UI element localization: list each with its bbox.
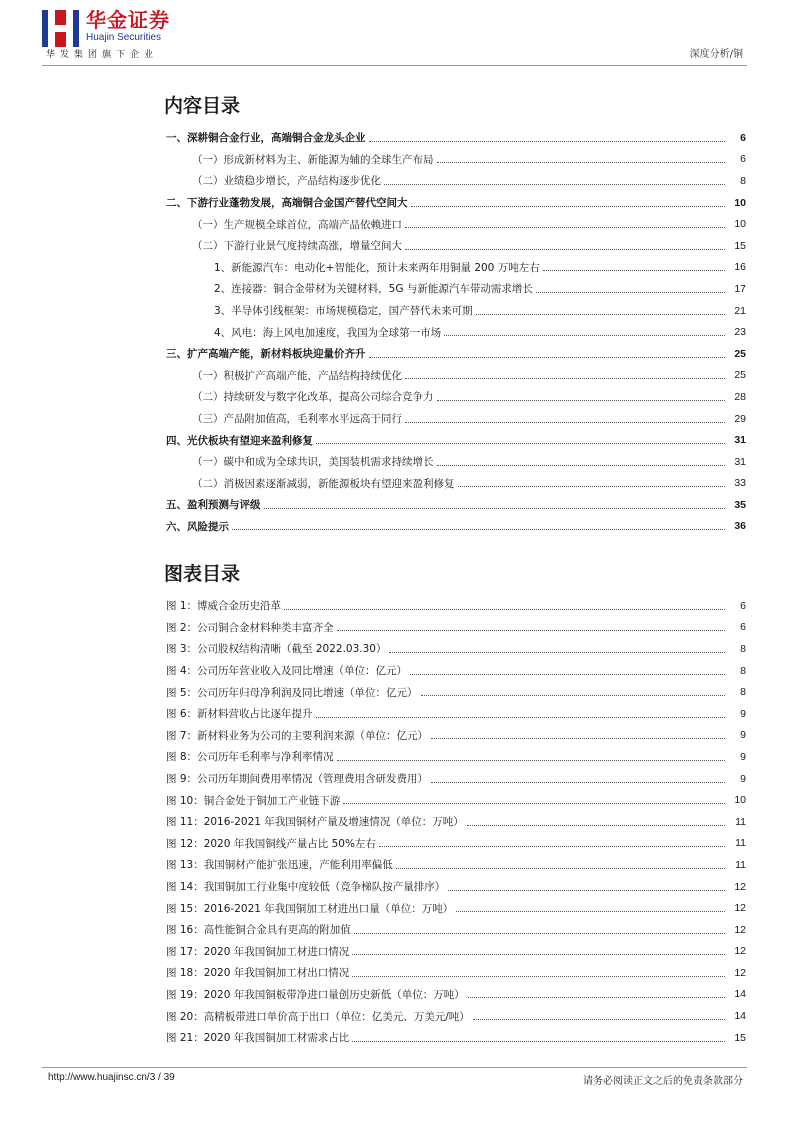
figure-entry-page: 11 (735, 858, 746, 871)
dot-leader (232, 529, 725, 530)
toc-entry-label: 4、风电：海上风电加速度，我国为全球第一市场 (214, 326, 442, 339)
dot-leader (369, 141, 726, 142)
figure-entry-label: 图 3：公司股权结构清晰（截至 2022.03.30） (166, 643, 387, 656)
figure-entry-label: 图 17：2020 年我国铜加工材进口情况 (166, 945, 350, 958)
toc-entry-page: 10 (734, 218, 746, 231)
toc-entry-label: 3、半导体引线框架：市场规模稳定，国产替代未来可期 (214, 305, 473, 318)
toc-entry-label: 二、下游行业蓬勃发展，高端铜合金国产替代空间大 (166, 197, 408, 210)
dot-leader (431, 782, 725, 783)
figure-entry-page: 12 (734, 945, 746, 958)
dot-leader (456, 911, 725, 912)
header-divider (42, 65, 747, 66)
dot-leader (337, 630, 725, 631)
figure-entry[interactable] (166, 854, 746, 876)
dot-leader (352, 1041, 725, 1042)
toc-entry-page: 10 (734, 196, 746, 209)
toc-entry[interactable] (166, 343, 746, 365)
figure-entry-label: 图 19：2020 年我国铜板带净进口量创历史新低（单位：万吨） (166, 988, 465, 1001)
toc-entry[interactable] (166, 429, 746, 451)
figure-entry-label: 图 6：新材料营收占比逐年提升 (166, 708, 313, 721)
dot-leader (316, 717, 725, 718)
figure-entry-label: 图 20：高精板带进口单价高于出口（单位：亿美元、万美元/吨） (166, 1010, 470, 1023)
toc-entry-page: 28 (734, 390, 746, 403)
toc-entry[interactable] (166, 451, 746, 473)
toc-entry-label: 2、连接器：铜合金带材为关键材料，5G 与新能源汽车带动需求增长 (214, 283, 533, 296)
dot-leader (405, 227, 725, 228)
toc-list (166, 127, 746, 537)
dot-leader (405, 249, 725, 250)
toc-entry-page: 6 (740, 153, 746, 166)
figure-entry[interactable] (166, 1005, 746, 1027)
toc-entry-page: 31 (734, 455, 746, 468)
dot-leader (437, 465, 726, 466)
toc-entry-label: （二）持续研发与数字化改革，提高公司综合竞争力 (192, 391, 434, 404)
toc-entry[interactable] (166, 170, 746, 192)
figure-entry[interactable] (166, 876, 746, 898)
figure-entry[interactable] (166, 595, 746, 617)
figure-entry-label: 图 16：高性能铜合金具有更高的附加值 (166, 924, 351, 937)
dot-leader (384, 184, 725, 185)
figure-entry[interactable] (166, 660, 746, 682)
figure-entry-label: 图 14：我国铜加工行业集中度较低（竞争梯队按产量排序） (166, 881, 446, 894)
figure-entry[interactable] (166, 897, 746, 919)
figure-entry-page: 11 (735, 837, 746, 850)
dot-leader (411, 206, 726, 207)
dot-leader (536, 292, 725, 293)
toc-entry-page: 31 (734, 434, 746, 447)
figure-entry[interactable] (166, 725, 746, 747)
dot-leader (405, 422, 725, 423)
figure-entry-page: 12 (734, 880, 746, 893)
brand-name-en: Huajin Securities (86, 32, 162, 43)
figure-list-title: 图表目录 (164, 563, 241, 585)
toc-entry-page: 23 (734, 326, 746, 339)
figure-entry-label: 图 8：公司历年毛利率与净利率情况 (166, 751, 334, 764)
figure-entry-label: 图 1：博威合金历史沿革 (166, 600, 282, 613)
huajin-logo-icon (42, 10, 79, 47)
figure-entry-page: 8 (740, 686, 746, 699)
toc-entry-page: 25 (734, 369, 746, 382)
dot-leader (352, 954, 725, 955)
figure-entry-page: 10 (734, 794, 746, 807)
dot-leader (284, 609, 725, 610)
toc-entry[interactable] (166, 278, 746, 300)
toc-entry-page: 17 (734, 282, 746, 295)
toc-entry-page: 6 (740, 131, 746, 144)
figure-entry-page: 9 (740, 729, 746, 742)
figure-entry-label: 图 7：新材料业务为公司的主要利润来源（单位：亿元） (166, 729, 429, 742)
figure-entry-label: 图 9：公司历年期间费用率情况（管理费用含研发费用） (166, 773, 429, 786)
dot-leader (444, 335, 725, 336)
dot-leader (352, 976, 725, 977)
figure-entry-label: 图 15：2016-2021 年我国铜加工材进出口量（单位：万吨） (166, 902, 454, 915)
dot-leader (473, 1019, 725, 1020)
toc-entry-label: 一、深耕铜合金行业，高端铜合金龙头企业 (166, 132, 366, 145)
figure-entry[interactable] (166, 768, 746, 790)
figure-entry[interactable] (166, 617, 746, 639)
footer-divider (42, 1067, 747, 1068)
figure-entry[interactable] (166, 638, 746, 660)
figure-entry-page: 15 (734, 1031, 746, 1044)
toc-entry-page: 36 (734, 520, 746, 533)
footer-disclaimer: 请务必阅读正文之后的免责条款部分 (583, 1076, 743, 1087)
toc-entry[interactable] (166, 213, 746, 235)
dot-leader (354, 933, 725, 934)
figure-entry-label: 图 10：铜合金处于铜加工产业链下游 (166, 794, 341, 807)
toc-entry-label: （一）碳中和成为全球共识，美国装机需求持续增长 (192, 456, 434, 469)
toc-entry-label: 四、光伏板块有望迎来盈利修复 (166, 434, 313, 447)
brand-tagline: 华发集团旗下企业 (46, 50, 159, 60)
figure-entry-page: 11 (735, 815, 746, 828)
dot-leader (396, 868, 725, 869)
dot-leader (389, 652, 725, 653)
toc-entry-label: 六、风险提示 (166, 520, 229, 533)
figure-entry-label: 图 13：我国铜材产能扩张迅速，产能利用率偏低 (166, 859, 393, 872)
toc-entry-label: 1、新能源汽车：电动化+智能化，预计未来两年用铜量 200 万吨左右 (214, 261, 540, 274)
toc-entry-label: （二）业绩稳步增长，产品结构逐步优化 (192, 175, 381, 188)
dot-leader (379, 846, 725, 847)
document-type: 深度分析/铜 (689, 49, 743, 60)
brand-name-cn: 华金证券 (86, 8, 170, 32)
figure-entry-page: 8 (740, 642, 746, 655)
figure-entry[interactable] (166, 833, 746, 855)
figure-entry-page: 12 (734, 902, 746, 915)
toc-entry-page: 8 (740, 174, 746, 187)
toc-entry-label: 五、盈利预测与评级 (166, 499, 261, 512)
figure-entry-page: 6 (740, 621, 746, 634)
figure-entry-page: 9 (740, 750, 746, 763)
toc-entry-page: 25 (734, 347, 746, 360)
figure-entry[interactable] (166, 941, 746, 963)
toc-entry[interactable] (166, 149, 746, 171)
figure-entry[interactable] (166, 789, 746, 811)
dot-leader (543, 270, 725, 271)
toc-entry-label: （一）积极扩产高端产能，产品结构持续优化 (192, 369, 402, 382)
dot-leader (405, 378, 725, 379)
toc-entry-page: 16 (734, 261, 746, 274)
toc-entry[interactable] (166, 408, 746, 430)
toc-entry[interactable] (166, 494, 746, 516)
figure-list (166, 595, 746, 1048)
toc-entry[interactable] (166, 300, 746, 322)
figure-entry[interactable] (166, 703, 746, 725)
dot-leader (343, 803, 725, 804)
toc-entry[interactable] (166, 365, 746, 387)
dot-leader (448, 890, 725, 891)
figure-entry-page: 8 (740, 664, 746, 677)
toc-entry-page: 35 (734, 498, 746, 511)
toc-entry-label: （一）形成新材料为主、新能源为辅的全球生产布局 (192, 153, 434, 166)
toc-entry-label: （一）生产规模全球首位，高端产品依赖进口 (192, 218, 402, 231)
dot-leader (410, 674, 725, 675)
toc-entry-label: （二）消极因素逐渐减弱，新能源板块有望迎来盈利修复 (192, 477, 455, 490)
figure-entry-label: 图 11：2016-2021 年我国铜材产量及增速情况（单位：万吨） (166, 816, 464, 829)
figure-entry-label: 图 4：公司历年营业收入及同比增速（单位：亿元） (166, 665, 408, 678)
dot-leader (316, 443, 725, 444)
figure-entry-label: 图 12：2020 年我国铜线产量占比 50%左右 (166, 837, 376, 850)
figure-entry[interactable] (166, 962, 746, 984)
toc-entry-page: 21 (734, 304, 746, 317)
toc-entry[interactable] (166, 257, 746, 279)
figure-entry-page: 14 (734, 1010, 746, 1023)
figure-entry[interactable] (166, 681, 746, 703)
figure-entry-page: 6 (740, 599, 746, 612)
toc-entry-label: （二）下游行业景气度持续高涨，增量空间大 (192, 240, 402, 253)
toc-entry[interactable] (166, 516, 746, 538)
dot-leader (437, 162, 726, 163)
toc-entry[interactable] (166, 321, 746, 343)
dot-leader (458, 486, 726, 487)
figure-entry-page: 12 (734, 923, 746, 936)
dot-leader (468, 997, 725, 998)
figure-entry[interactable] (166, 746, 746, 768)
footer-url-page[interactable]: http://www.huajinsc.cn/3 / 39 (48, 1072, 175, 1083)
figure-entry-page: 9 (740, 707, 746, 720)
figure-entry-label: 图 18：2020 年我国铜加工材出口情况 (166, 967, 350, 980)
figure-entry[interactable] (166, 811, 746, 833)
toc-entry[interactable] (166, 386, 746, 408)
figure-entry[interactable] (166, 984, 746, 1006)
toc-title: 内容目录 (164, 95, 241, 117)
figure-entry-label: 图 21：2020 年我国铜加工材需求占比 (166, 1032, 350, 1045)
toc-entry[interactable] (166, 192, 746, 214)
figure-entry-page: 14 (734, 988, 746, 1001)
figure-entry-page: 9 (740, 772, 746, 785)
figure-entry-label: 图 5：公司历年归母净利润及同比增速（单位：亿元） (166, 686, 418, 699)
figure-entry-page: 12 (734, 966, 746, 979)
toc-entry-page: 33 (734, 477, 746, 490)
figure-entry-label: 图 2：公司铜合金材料种类丰富齐全 (166, 621, 334, 634)
dot-leader (421, 695, 725, 696)
toc-entry-page: 15 (734, 239, 746, 252)
toc-entry[interactable] (166, 473, 746, 495)
toc-entry[interactable] (166, 127, 746, 149)
toc-entry[interactable] (166, 235, 746, 257)
toc-entry-label: 三、扩产高端产能，新材料板块迎量价齐升 (166, 348, 366, 361)
figure-entry[interactable] (166, 919, 746, 941)
toc-entry-page: 29 (734, 412, 746, 425)
toc-entry-label: （三）产品附加值高，毛利率水平远高于同行 (192, 413, 402, 426)
dot-leader (476, 314, 725, 315)
dot-leader (467, 825, 725, 826)
figure-entry[interactable] (166, 1027, 746, 1049)
dot-leader (369, 357, 726, 358)
dot-leader (337, 760, 725, 761)
dot-leader (264, 508, 726, 509)
dot-leader (437, 400, 726, 401)
dot-leader (431, 738, 725, 739)
